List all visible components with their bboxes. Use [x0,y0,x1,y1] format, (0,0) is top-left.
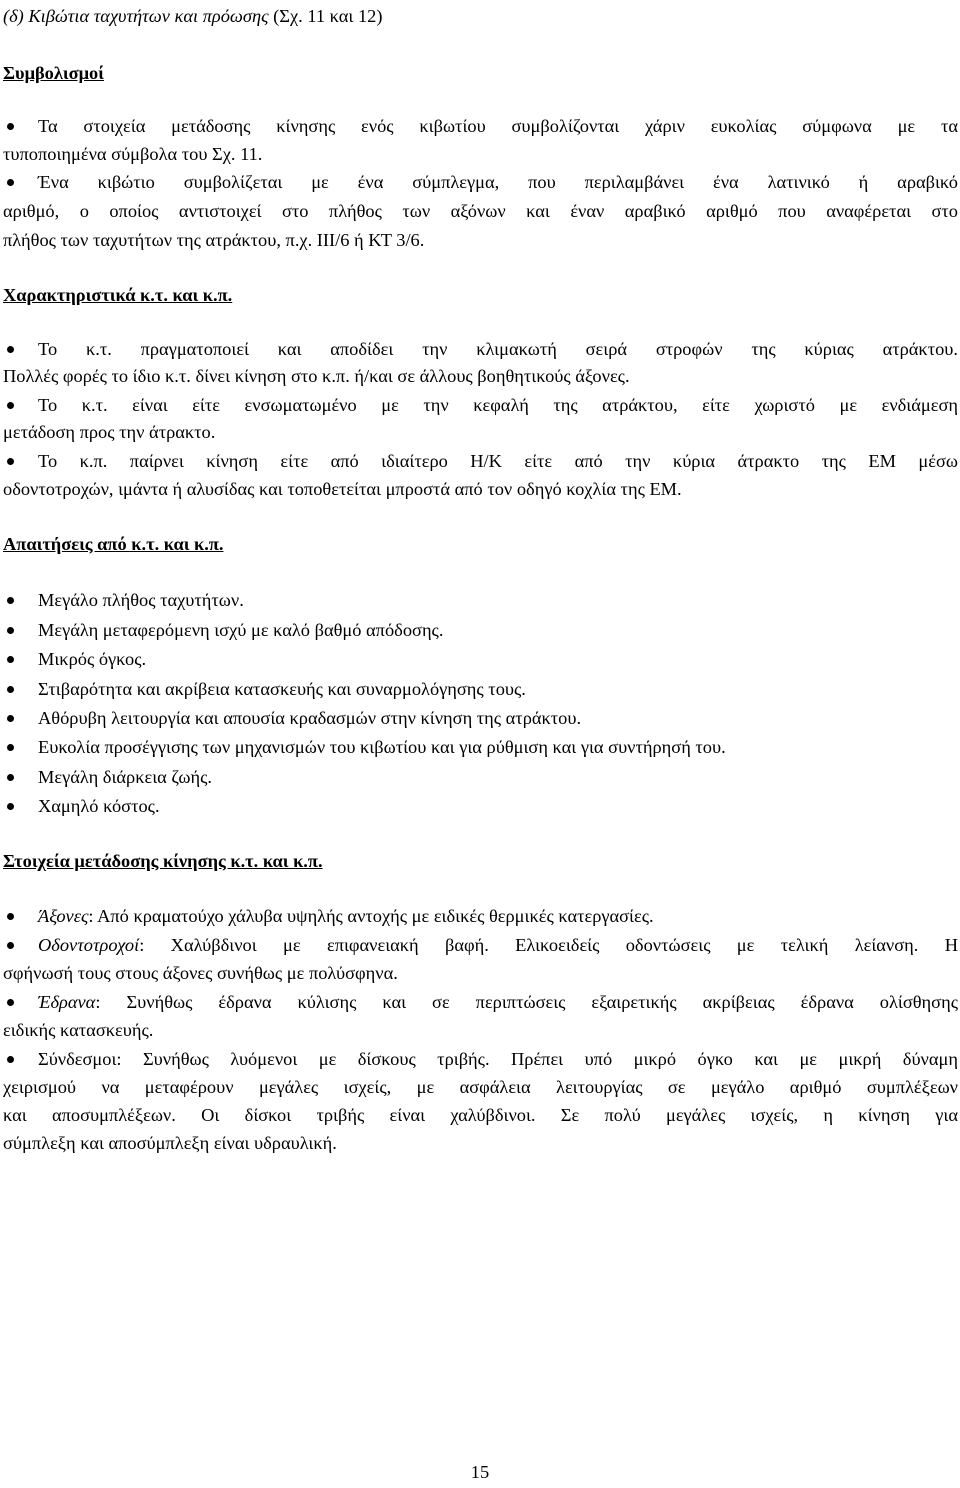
bullet-icon [7,913,14,920]
symbols-bullet2-line1: Ένα κιβώτιο συμβολίζεται με ένα σύμπλεγμα, που περιλαμβάνει ένα λατινικό ή αραβικό [38,172,958,192]
features-bullet1-line2: Πολλές φορές το ίδιο κ.τ. δίνει κίνηση στο κ.π. ή/και σε άλλους βοηθητικούς άξονες. [3,366,630,386]
symbols-bullet2-line3: πλήθος των ταχυτήτων της ατράκτου, π.χ. ΙΙΙ/6 ή ΚΤ 3/6. [3,230,425,250]
elements-heading: Στοιχεία μετάδοσης κίνησης κ.τ. και κ.π. [3,851,323,871]
axes-text: : Από κραματούχο χάλυβα υψηλής αντοχής με ειδικές θερμικές κατεργασίες. [88,906,654,926]
features-bullet2-line1: Το κ.τ. είναι είτε ενσωματωμένο με την κεφαλή της ατράκτου, είτε χωριστό με ενδιάμεση [38,395,958,415]
bullet-icon [7,803,14,810]
bullet-icon [7,715,14,722]
requirement-item: Μεγάλο πλήθος ταχυτήτων. [38,590,244,610]
section-heading-gearboxes [3,2,958,32]
requirement-item: Μικρός όγκος. [38,649,147,669]
elements-clutch-line1: Σύνδεσμοι: Συνήθως λυόμενοι με δίσκους τριβής. Πρέπει υπό μικρό όγκο και με μικρή δύναμη [38,1049,958,1069]
requirement-item: Μεγάλη μεταφερόμενη ισχύ με καλό βαθμό απόδοσης. [38,620,444,640]
features-bullet1-line1: Το κ.τ. πραγματοποιεί και αποδίδει την κλιμακωτή σειρά στροφών της κύριας ατράκτου. [38,339,958,359]
bullet-icon [7,686,14,693]
elements-gears-line1 [38,931,958,961]
gears-term: Οδοντοτροχοί [38,935,140,955]
symbols-bullet1-line1: Τα στοιχεία μετάδοσης κίνησης ενός κιβωτίου συμβολίζονται χάριν ευκολίας σύμφωνα με τα [38,116,958,136]
elements-clutch-line2: χειρισμού να μεταφέρουν μεγάλες ισχείς, με ασφάλεια λειτουργίας σε μεγάλο αριθμό συμπλέξεων [3,1077,958,1097]
requirement-item: Αθόρυβη λειτουργία και απουσία κραδασμών στην κίνηση της ατράκτου. [38,708,582,728]
elements-gears-line2: σφήνωσή τους στους άξονες συνήθως με πολύσφηνα. [3,963,398,983]
bullet-icon [7,656,14,663]
elements-clutch-line4: σύμπλεξη και αποσύμπλεξη είναι υδραυλική. [3,1133,337,1153]
symbols-bullet1-line2: τυποποιημένα σύμβολα του Σχ. 11. [3,144,263,164]
features-bullet3-line2: οδοντοτροχών, ιμάντα ή αλυσίδας και τοποθετείται μπροστά από τον οδηγό κοχλία της ΕΜ. [3,479,682,499]
page-number: 15 [470,1462,490,1482]
bullet-icon [7,999,14,1006]
bullet-icon [7,597,14,604]
bullet-icon [7,627,14,634]
features-bullet3-line1: Το κ.π. παίρνει κίνηση είτε από ιδιαίτερο Η/Κ είτε από την κύρια άτρακτο της ΕΜ μέσω [38,451,958,471]
elements-bearings-line2: ειδικής κατασκευής. [3,1020,154,1040]
axes-term: Άξονες [38,906,89,926]
section-heading-gearboxes-ref: (Σχ. 11 και 12) [268,6,383,26]
bullet-icon [7,774,14,781]
features-heading: Χαρακτηριστικά κ.τ. και κ.π. [3,285,233,305]
symbols-heading: Συμβολισμοί [3,63,104,83]
elements-bearings-line1 [38,988,958,1018]
gears-text: : Χαλύβδινοι με επιφανειακή βαφή. Ελικοειδείς οδοντώσεις με τελική λείανση. Η [139,935,958,955]
section-heading-gearboxes-italic: (δ) Κιβώτια ταχυτήτων και πρόωσης [3,6,269,26]
requirement-item: Ευκολία προσέγγισης των μηχανισμών του κιβωτίου και για ρύθμιση και για συντήρησή του. [38,737,726,757]
bullet-icon [7,744,14,751]
requirement-item: Χαμηλό κόστος. [38,796,160,816]
requirements-heading: Απαιτήσεις από κ.τ. και κ.π. [3,534,224,554]
bearings-text: : Συνήθως έδρανα κύλισης και σε περιπτώσεις εξαιρετικής ακρίβειας έδρανα ολίσθησης [95,992,958,1012]
bullet-icon [7,458,14,465]
bullet-icon [7,346,14,353]
requirement-item: Στιβαρότητα και ακρίβεια κατασκευής και συναρμολόγησης τους. [38,679,526,699]
bullet-icon [7,179,14,186]
bullet-icon [7,1056,14,1063]
requirement-item: Μεγάλη διάρκεια ζωής. [38,767,212,787]
bullet-icon [7,402,14,409]
features-bullet2-line2: μετάδοση προς την άτρακτο. [3,422,216,442]
elements-axes-line [38,902,958,932]
elements-clutch-line3: και αποσυμπλέξεων. Οι δίσκοι τριβής είναι χαλύβδινοι. Σε πολύ μεγάλες ισχείς, η κίνηση για [3,1105,958,1125]
symbols-bullet2-line2: αριθμό, ο οποίος αντιστοιχεί στο πλήθος των αξόνων και έναν αραβικό αριθμό που αναφέρεται στο [3,201,958,221]
bullet-icon [7,123,14,130]
bullet-icon [7,942,14,949]
bearings-term: Έδρανα [38,992,96,1012]
